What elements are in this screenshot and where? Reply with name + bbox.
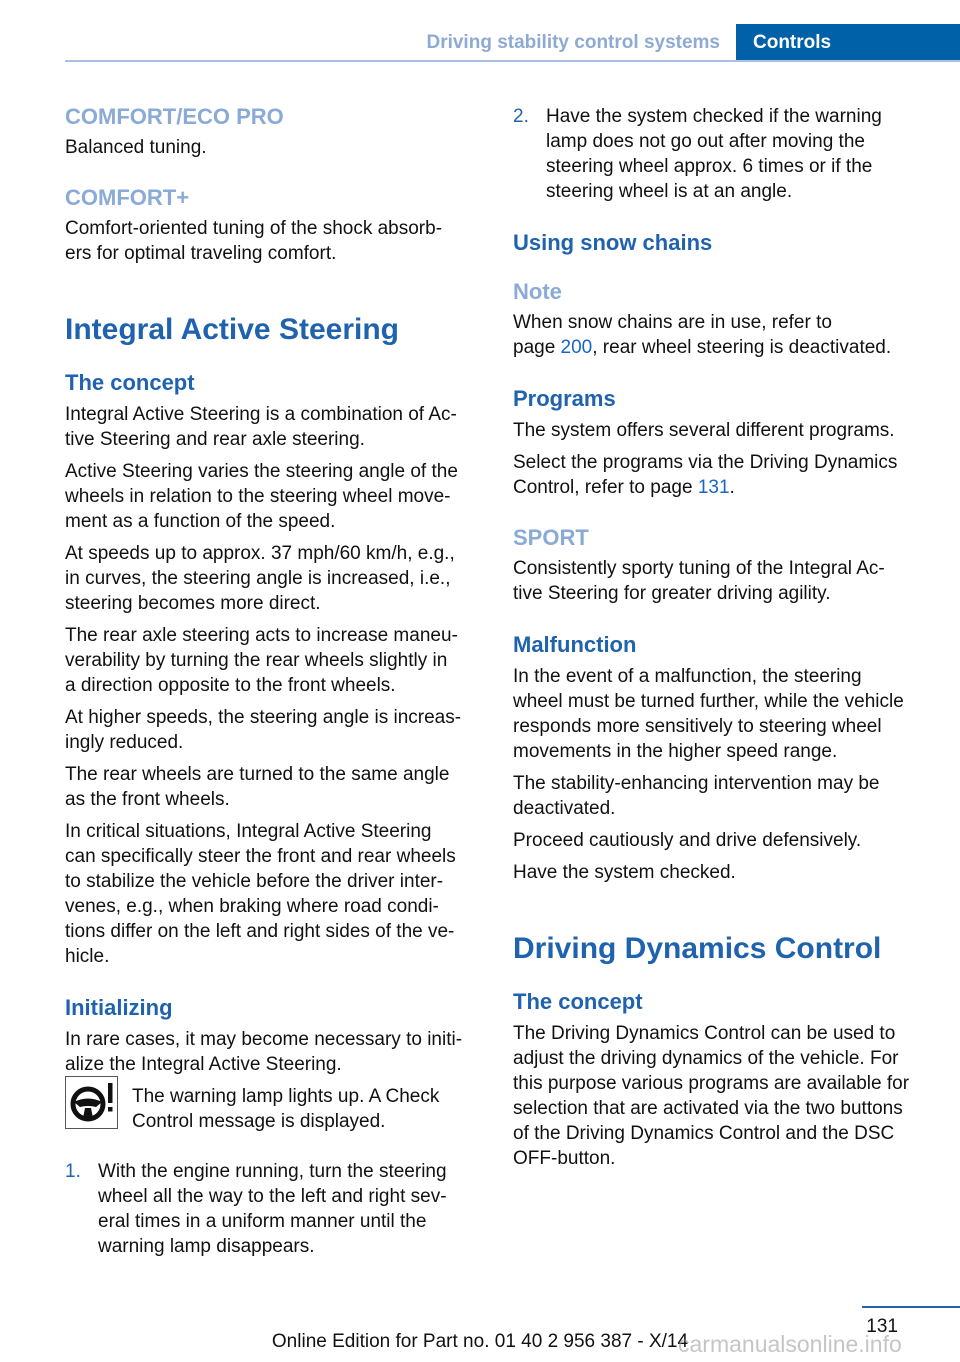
text-line: Consistently sporty tuning of the Integral Ac- — [513, 558, 885, 579]
paragraph — [513, 664, 933, 764]
text-line: Have the system checked. — [513, 862, 736, 883]
text-line: With the engine running, turn the steering — [98, 1161, 447, 1182]
paragraph — [65, 216, 485, 266]
heading-using-snow-chains: Using snow chains — [513, 230, 713, 255]
steering-wheel-warning-icon — [65, 1076, 118, 1129]
paragraph — [513, 828, 933, 853]
paragraph — [513, 1021, 933, 1171]
text-segment: , rear wheel steering is deactivated. — [592, 337, 892, 358]
text-line: selection that are activated via the two buttons — [513, 1098, 903, 1119]
paragraph — [65, 623, 485, 698]
text-line: Control message is displayed. — [132, 1111, 386, 1132]
text-line: venes, e.g., when braking where road condi- — [65, 896, 439, 917]
text-line — [513, 475, 933, 500]
text-line: movements in the higher speed range. — [513, 741, 838, 762]
page-reference-link[interactable]: 131 — [697, 477, 730, 498]
footer-divider — [862, 1306, 960, 1308]
text-line: a direction opposite to the front wheels. — [65, 675, 396, 696]
text-line: wheel all the way to the left and right sev- — [98, 1186, 447, 1207]
paragraph — [65, 705, 485, 755]
paragraph — [513, 310, 933, 360]
heading-integral-active-steering: Integral Active Steering — [65, 313, 399, 346]
text-line: In rare cases, it may become necessary to initi- — [65, 1029, 463, 1050]
text-line: ingly reduced. — [65, 732, 184, 753]
text-line: tive Steering for greater driving agility. — [513, 583, 831, 604]
heading-sport: SPORT — [513, 525, 589, 550]
text-line: At speeds up to approx. 37 mph/60 km/h, e.g., — [65, 543, 455, 564]
text-line: warning lamp disappears. — [98, 1236, 315, 1257]
page-number: 131 — [866, 1316, 898, 1337]
text-line: The system offers several different programs. — [513, 420, 895, 441]
text-line: can specifically steer the front and rear wheels — [65, 846, 456, 867]
text-line: When snow chains are in use, refer to — [513, 312, 832, 333]
heading-programs: Programs — [513, 386, 616, 411]
heading-driving-dynamics-control: Driving Dynamics Control — [513, 932, 882, 965]
text-line: verability by turning the rear wheels slightly in — [65, 650, 448, 671]
paragraph — [513, 450, 933, 500]
text-line: OFF-button. — [513, 1148, 616, 1169]
heading-note: Note — [513, 279, 562, 304]
text-line: In the event of a malfunction, the steering — [513, 666, 862, 687]
header-divider — [65, 60, 960, 62]
text-line: lamp does not go out after moving the — [546, 131, 865, 152]
heading-comfort-eco-pro: COMFORT/ECO PRO — [65, 104, 284, 129]
paragraph — [513, 860, 933, 885]
numbered-step — [65, 1159, 485, 1259]
paragraph — [513, 556, 933, 606]
paragraph — [65, 459, 485, 534]
text-segment: page — [513, 337, 561, 358]
text-line: as the front wheels. — [65, 789, 230, 810]
text-line: hicle. — [65, 946, 110, 967]
section-title: Driving stability control systems — [426, 32, 720, 53]
edition-note: Online Edition for Part no. 01 40 2 956 387 - X/14 — [271, 1331, 689, 1352]
text-line: Balanced tuning. — [65, 137, 207, 158]
paragraph — [65, 402, 485, 452]
text-line: Select the programs via the Driving Dynamics — [513, 452, 898, 473]
heading-comfort: COMFORT+ — [65, 185, 190, 210]
paragraph — [65, 541, 485, 616]
page-reference-link[interactable]: 200 — [560, 337, 593, 358]
heading-the-concept: The concept — [65, 370, 195, 395]
text-line: responds more sensitively to steering wheel — [513, 716, 882, 737]
heading-malfunction: Malfunction — [513, 632, 637, 657]
right-column — [513, 104, 933, 1171]
paragraph — [65, 135, 485, 160]
text-line: ers for optimal traveling comfort. — [65, 243, 337, 264]
text-line: Comfort-oriented tuning of the shock absorb- — [65, 218, 443, 239]
left-column — [65, 99, 485, 1259]
heading-initializing: Initializing — [65, 995, 173, 1020]
text-line: steering wheel is at an angle. — [546, 181, 793, 202]
text-line: The Driving Dynamics Control can be used to — [513, 1023, 896, 1044]
text-line: The rear axle steering acts to increase maneu- — [65, 625, 458, 646]
text-line: steering becomes more direct. — [65, 593, 321, 614]
step-number: 2. — [513, 106, 529, 127]
text-line: Integral Active Steering is a combination of Ac- — [65, 404, 457, 425]
text-line: adjust the driving dynamics of the vehicle. For — [513, 1048, 899, 1069]
text-line: wheels in relation to the steering wheel move- — [65, 486, 451, 507]
chapter-tab-controls[interactable]: Controls — [736, 24, 960, 61]
text-line: Proceed cautiously and drive defensively. — [513, 830, 862, 851]
text-line: ment as a function of the speed. — [65, 511, 336, 532]
text-line: Have the system checked if the warning — [546, 106, 882, 127]
text-line: The rear wheels are turned to the same angle — [65, 764, 450, 785]
text-line: tive Steering and rear axle steering. — [65, 429, 365, 450]
text-line: deactivated. — [513, 798, 616, 819]
text-line — [513, 335, 933, 360]
text-line: this purpose various programs are available for — [513, 1073, 910, 1094]
text-segment: Control, refer to page — [513, 477, 698, 498]
paragraph — [513, 771, 933, 821]
text-line: steering wheel approx. 6 times or if the — [546, 156, 873, 177]
heading-the-concept: The concept — [513, 989, 643, 1014]
text-line: In critical situations, Integral Active Steering — [65, 821, 432, 842]
paragraph — [65, 1027, 485, 1077]
text-line: At higher speeds, the steering angle is increas- — [65, 707, 462, 728]
text-line: eral times in a uniform manner until the — [98, 1211, 427, 1232]
text-line: The warning lamp lights up. A Check — [132, 1086, 440, 1107]
watermark: carmanualsonline.info — [678, 1331, 902, 1357]
text-line: Active Steering varies the steering angle of the — [65, 461, 458, 482]
text-segment: . — [729, 477, 735, 498]
text-line: tions differ on the left and right sides of the ve- — [65, 921, 455, 942]
text-line: The stability-enhancing intervention may be — [513, 773, 880, 794]
step-number: 1. — [65, 1161, 81, 1182]
text-line: of the Driving Dynamics Control and the DSC — [513, 1123, 895, 1144]
warning-lamp-note — [65, 1084, 485, 1138]
paragraph — [513, 418, 933, 443]
paragraph — [65, 819, 485, 969]
numbered-step — [513, 104, 933, 204]
text-line: wheel must be turned further, while the vehicle — [513, 691, 904, 712]
text-line: alize the Integral Active Steering. — [65, 1054, 342, 1075]
text-line: to stabilize the vehicle before the driver inter- — [65, 871, 444, 892]
paragraph — [65, 762, 485, 812]
text-line: in curves, the steering angle is increased, i.e., — [65, 568, 451, 589]
